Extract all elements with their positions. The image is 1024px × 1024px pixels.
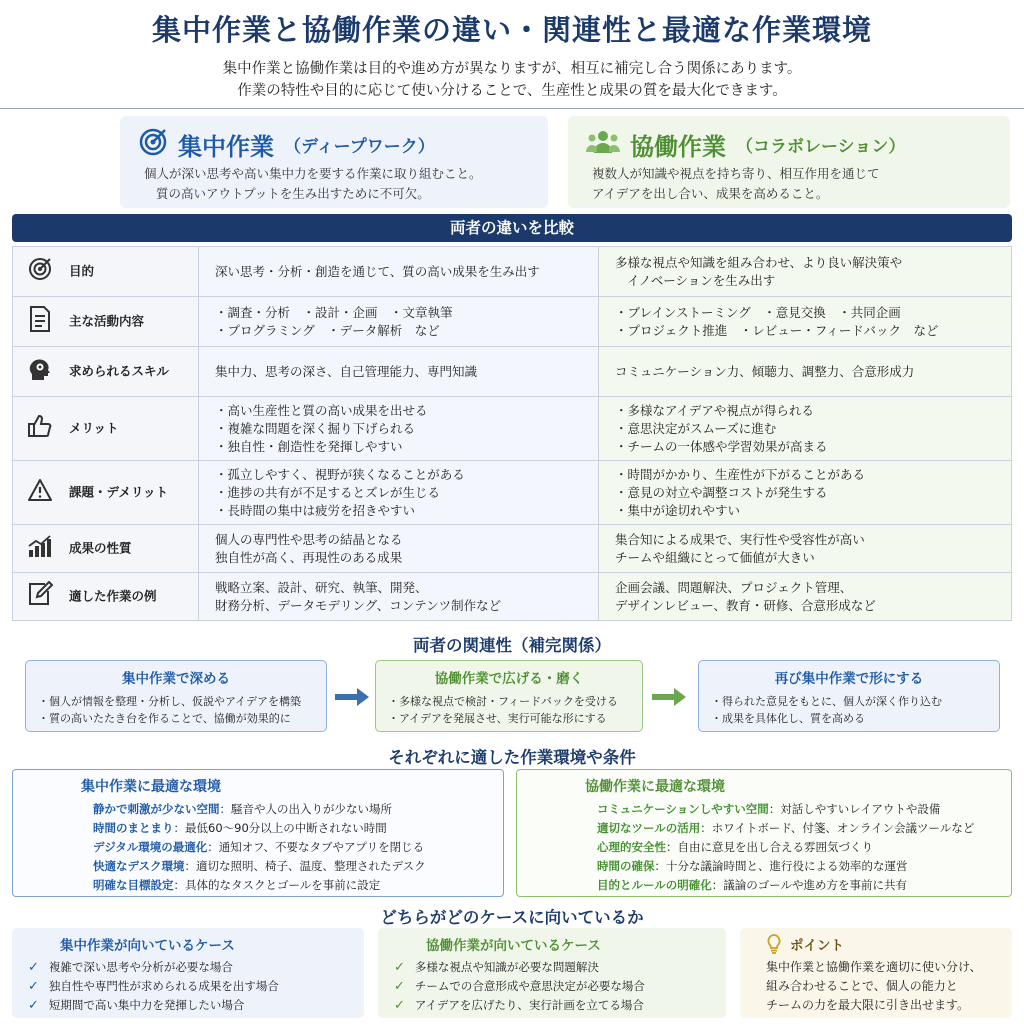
item-key: コミュニケーションしやすい空間 xyxy=(597,802,769,816)
cell-line: デザインレビュー、教育・研修、合意形成など xyxy=(615,597,876,613)
focus-cases-box xyxy=(12,928,364,1018)
relation-step-focus-deepen xyxy=(25,660,327,732)
list-item xyxy=(28,977,348,996)
page-title: 集中作業と協働作業の違い・関連性と最適な作業環境 xyxy=(151,13,872,47)
cell-line: ・独自性・創造性を発揮しやすい xyxy=(215,438,403,454)
item-key: 時間のまとまり xyxy=(93,821,174,835)
collab-cell xyxy=(599,525,1012,573)
description-line: 質の高いアウトプットを生み出すために不可欠。 xyxy=(156,186,430,201)
item-key: 適切なツールの活用 xyxy=(597,821,701,835)
edit-icon xyxy=(25,581,55,612)
list-item xyxy=(93,819,489,838)
cell-line: ・集中が途切れやすい xyxy=(615,502,741,518)
table-row xyxy=(13,247,1012,297)
table-row xyxy=(13,461,1012,525)
cell-line: イノベーションを生み出す xyxy=(627,272,776,288)
focus-cell xyxy=(199,397,599,461)
row-label-text: 目的 xyxy=(69,263,95,279)
cases-heading: どちらがどのケースに向いているか xyxy=(380,908,644,927)
collab-cell xyxy=(599,461,1012,525)
focus-environment-box xyxy=(12,769,504,897)
item-text: 多様な視点や知識が必要な問題解決 xyxy=(414,960,599,974)
step-line: ・得られた意見をもとに、個人が深く作り込む xyxy=(711,695,942,708)
list-item xyxy=(93,857,489,876)
environment-heading: それぞれに適した作業環境や条件 xyxy=(388,748,636,767)
cell-line: 集中力、思考の深さ、自己管理能力、専門知識 xyxy=(215,363,478,379)
cell-line: ・多様なアイデアや視点が得られる xyxy=(615,402,814,418)
page-subtitle xyxy=(0,58,1024,102)
focus-description xyxy=(138,164,530,204)
list-item xyxy=(394,996,710,1015)
focus-cell xyxy=(199,525,599,573)
step-line: ・多様な視点で検討・フィードバックを受ける xyxy=(388,695,618,708)
target-icon xyxy=(25,256,55,287)
box-title: 集中作業が向いているケース xyxy=(60,938,235,954)
cell-line: ・ブレインストーミング ・意見交換 ・共同企画 xyxy=(615,304,901,320)
row-label-text: 主な活動内容 xyxy=(69,313,145,329)
lightbulb-icon xyxy=(766,934,782,954)
cell-line: 戦略立案、設計、研究、執筆、開発、 xyxy=(215,579,428,595)
item-text: ：議論のゴールや進め方を事前に共有 xyxy=(711,878,908,892)
step-line: ・アイデアを発展させ、実行可能な形にする xyxy=(388,712,607,725)
step-line: ・質の高いたたき台を作ることで、協働が効果的に xyxy=(38,712,291,725)
tip-box xyxy=(740,928,1012,1018)
check-icon: ✓ xyxy=(394,979,405,994)
relation-heading: 両者の関連性（補完関係） xyxy=(413,636,611,655)
arrow-right-icon xyxy=(333,686,371,708)
list-item xyxy=(597,876,997,895)
cell-line: ・プロジェクト推進 ・レビュー・フィードバック など xyxy=(615,322,939,338)
collab-subname: （コラボレーション） xyxy=(736,136,906,157)
cell-line: ・孤立しやすく、視野が狭くなることがある xyxy=(215,466,465,482)
table-row xyxy=(13,347,1012,397)
list-item xyxy=(28,958,348,977)
warning-icon xyxy=(25,478,55,507)
collab-name: 協働作業 xyxy=(630,132,726,161)
list-item xyxy=(394,958,710,977)
item-key: 心理的安全性 xyxy=(597,840,666,854)
check-icon: ✓ xyxy=(394,998,405,1013)
list-item xyxy=(597,838,997,857)
tip-line: 組み合わせることで、個人の能力と xyxy=(766,979,958,993)
step-title: 再び集中作業で形にする xyxy=(774,671,924,687)
cell-line: 独自性が高く、再現性のある成果 xyxy=(215,549,403,565)
cell-line: ・調査・分析 ・設計・企画 ・文章執筆 xyxy=(215,304,453,320)
item-text: 独自性や専門性が求められる成果を出す場合 xyxy=(48,979,279,993)
row-label xyxy=(13,461,199,525)
people-icon xyxy=(586,127,620,161)
check-icon: ✓ xyxy=(394,960,405,975)
list-item xyxy=(597,800,997,819)
item-text: ：最低60〜90分以上の中断されない時間 xyxy=(173,821,387,835)
document-icon xyxy=(25,306,55,337)
list-item xyxy=(93,876,489,895)
head-gear-icon xyxy=(25,356,55,387)
cell-line: ・複雑な問題を深く掘り下げられる xyxy=(215,420,416,436)
item-text: アイデアを広げたり、実行計画を立てる場合 xyxy=(414,998,644,1012)
table-row xyxy=(13,397,1012,461)
comparison-table xyxy=(12,246,1012,621)
step-title: 集中作業で深める xyxy=(122,671,230,687)
comparison-heading: 両者の違いを比較 xyxy=(12,214,1012,242)
collab-cell xyxy=(599,573,1012,621)
list-item xyxy=(93,800,489,819)
item-text: ：自由に意見を出し合える雰囲気づくり xyxy=(666,840,873,854)
list-item xyxy=(93,838,489,857)
collab-cell xyxy=(599,397,1012,461)
cell-line: ・プログラミング ・データ解析 など xyxy=(215,322,440,338)
cell-line: 深い思考・分析・創造を通じて、質の高い成果を生み出す xyxy=(215,263,540,279)
subtitle-line: 作業の特性や目的に応じて使い分けることで、生産性と成果の質を最大化できます。 xyxy=(237,83,787,99)
thumbs-up-icon xyxy=(25,413,55,444)
cell-line: 多様な視点や知識を組み合わせ、より良い解決策や xyxy=(615,254,903,270)
row-label xyxy=(13,397,199,461)
cell-line: ・高い生産性と質の高い成果を出せる xyxy=(215,402,428,418)
list-item xyxy=(597,819,997,838)
row-label-text: 求められるスキル xyxy=(69,363,169,379)
check-icon: ✓ xyxy=(28,960,39,975)
check-icon: ✓ xyxy=(28,998,39,1013)
cell-line: 財務分析、データモデリング、コンテンツ制作など xyxy=(215,597,502,613)
row-label-text: メリット xyxy=(69,420,119,436)
cell-line: ・意思決定がスムーズに進む xyxy=(615,420,777,436)
cell-line: 個人の専門性や思考の結晶となる xyxy=(215,531,403,547)
cell-line: チームや組織にとって価値が大きい xyxy=(615,549,815,565)
list-item xyxy=(28,996,348,1015)
list-item xyxy=(394,977,710,996)
row-label-text: 課題・デメリット xyxy=(69,484,169,500)
divider xyxy=(0,108,1024,109)
step-line: ・成果を具体化し、質を高める xyxy=(711,712,865,725)
table-row xyxy=(13,573,1012,621)
focus-cell xyxy=(199,347,599,397)
bar-chart-icon xyxy=(25,534,55,563)
item-text: チームでの合意形成や意思決定が必要な場合 xyxy=(414,979,645,993)
item-text: ：十分な議論時間と、進行役による効率的な運営 xyxy=(654,859,908,873)
box-title: 集中作業に最適な環境 xyxy=(81,779,221,795)
table-row xyxy=(13,297,1012,347)
cell-line: コミュニケーション力、傾聴力、調整力、合意形成力 xyxy=(615,363,915,379)
cell-line: ・意見の対立や調整コストが発生する xyxy=(615,484,828,500)
cell-line: 企画会議、問題解決、プロジェクト管理、 xyxy=(615,579,853,595)
item-key: 時間の確保 xyxy=(597,859,655,873)
row-label xyxy=(13,347,199,397)
tip-line: チームの力を最大限に引き出せます。 xyxy=(766,998,970,1012)
row-label xyxy=(13,525,199,573)
row-label-text: 成果の性質 xyxy=(69,540,132,556)
list-item xyxy=(597,857,997,876)
item-key: デジタル環境の最適化 xyxy=(93,840,208,854)
tip-title-text: ポイント xyxy=(790,938,844,954)
collab-cell xyxy=(599,297,1012,347)
tip-title xyxy=(766,934,996,954)
focus-cell xyxy=(199,461,599,525)
collab-description xyxy=(586,164,992,204)
description-line: 複数人が知識や視点を持ち寄り、相互作用を通じて xyxy=(592,166,880,181)
item-text: ：騒音や人の出入りが少ない場所 xyxy=(219,802,392,816)
focus-subname: （ディープワーク） xyxy=(284,136,435,157)
collab-cell xyxy=(599,347,1012,397)
description-line: アイデアを出し合い、成果を高めること。 xyxy=(592,186,829,201)
cell-line: ・チームの一体感や学習効果が高まる xyxy=(615,438,828,454)
step-title: 協働作業で広げる・磨く xyxy=(434,671,584,687)
focus-cell xyxy=(199,247,599,297)
collab-cases-box xyxy=(378,928,726,1018)
item-text: ：具体的なタスクとゴールを事前に設定 xyxy=(173,878,381,892)
relation-step-focus-finalize xyxy=(698,660,1000,732)
cell-line: ・進捗の共有が不足するとズレが生じる xyxy=(215,484,441,500)
focus-cell xyxy=(199,573,599,621)
subtitle-line: 集中作業と協働作業は目的や進め方が異なりますが、相互に補完し合う関係にあります。 xyxy=(222,61,802,77)
description-line: 個人が深い思考や高い集中力を要する作業に取り組むこと。 xyxy=(144,166,482,181)
item-text: 短期間で高い集中力を発揮したい場合 xyxy=(48,998,245,1012)
row-label-text: 適した作業の例 xyxy=(69,588,157,604)
item-text: ：対話しやすいレイアウトや設備 xyxy=(768,802,941,816)
cell-line: ・長時間の集中は疲労を招きやすい xyxy=(215,502,416,518)
focus-name: 集中作業 xyxy=(178,132,274,161)
check-icon: ✓ xyxy=(28,979,39,994)
arrow-right-icon xyxy=(650,686,688,708)
item-key: 静かで刺激が少ない空間 xyxy=(93,802,220,816)
item-text: 複雑で深い思考や分析が必要な場合 xyxy=(48,960,233,974)
box-title: 協働作業が向いているケース xyxy=(426,938,601,954)
collab-cell xyxy=(599,247,1012,297)
cell-line: 集合知による成果で、実行性や受容性が高い xyxy=(615,531,865,547)
tip-line: 集中作業と協働作業を適切に使い分け、 xyxy=(766,960,982,974)
item-text: ：ホワイトボード、付箋、オンライン会議ツールなど xyxy=(700,821,975,835)
focus-definition-card xyxy=(120,116,548,208)
item-text: ：通知オフ、不要なタブやアプリを閉じる xyxy=(207,840,425,854)
item-key: 目的とルールの明確化 xyxy=(597,878,712,892)
cell-line: ・時間がかかり、生産性が下がることがある xyxy=(615,466,866,482)
step-line: ・個人が情報を整理・分析し、仮説やアイデアを構築 xyxy=(38,695,302,708)
row-label xyxy=(13,247,199,297)
row-label xyxy=(13,297,199,347)
item-text: ：適切な照明、椅子、温度、整理されたデスク xyxy=(184,859,426,873)
row-label xyxy=(13,573,199,621)
table-row xyxy=(13,525,1012,573)
target-icon xyxy=(138,127,168,161)
collab-definition-card xyxy=(568,116,1010,208)
box-title: 協働作業に最適な環境 xyxy=(585,779,725,795)
focus-cell xyxy=(199,297,599,347)
item-key: 明確な目標設定 xyxy=(93,878,174,892)
relation-step-collab-expand xyxy=(375,660,643,732)
collab-environment-box xyxy=(516,769,1012,897)
item-key: 快適なデスク環境 xyxy=(93,859,185,873)
